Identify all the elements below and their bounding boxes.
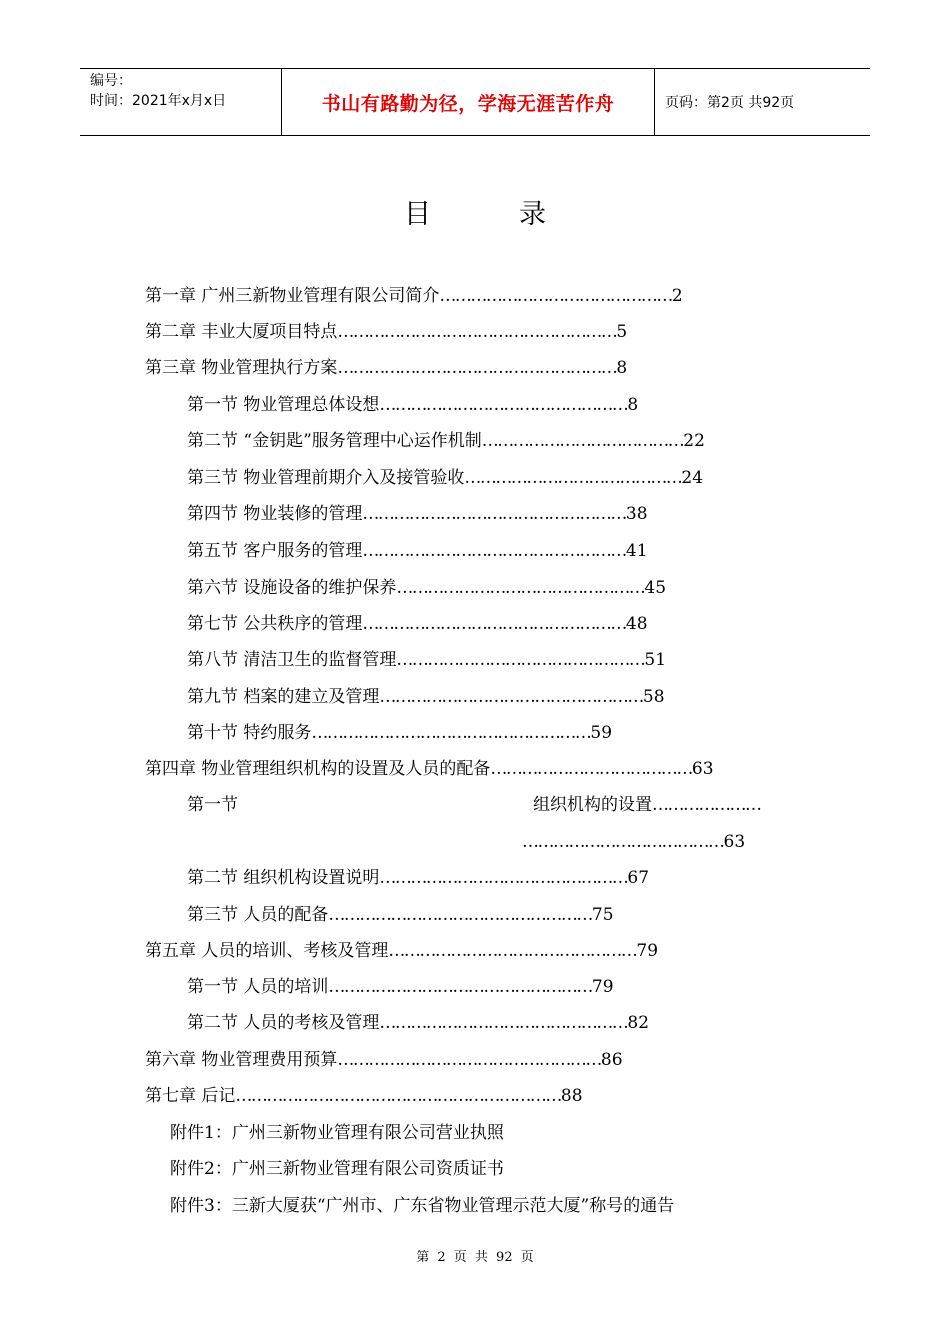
toc-entry-title: 第五节 客户服务的管理 (187, 541, 363, 561)
document-header (80, 68, 870, 136)
toc-entry (145, 756, 714, 782)
toc-entry-title: 第六节 设施设备的维护保养 (187, 578, 397, 598)
toc-entry (533, 792, 761, 818)
toc-page-number: 8 (627, 395, 639, 415)
toc-entry (170, 1193, 674, 1219)
toc-page-number: 63 (691, 759, 714, 779)
toc-leader-dots: …………………………………………… (362, 614, 626, 634)
toc-leader-dots: ………………………………… (522, 832, 724, 852)
toc-page-number: 86 (600, 1050, 623, 1070)
toc-entry-title: 第三节 人员的配备 (187, 905, 329, 925)
toc-entry (187, 720, 612, 746)
toc-entry-title: 第六章 物业管理费用预算 (145, 1050, 338, 1070)
toc-page-number: 48 (625, 614, 648, 634)
toc-entry (187, 465, 703, 491)
toc-entry-title: 第一节 (187, 795, 238, 815)
toc-leader-dots: ………………… (652, 795, 761, 815)
toc-leader-dots: ………………………………… (481, 431, 684, 451)
toc-leader-dots: ……………………………………………………… (235, 1086, 561, 1106)
toc-entry (145, 355, 627, 381)
header-meta (80, 69, 282, 135)
toc-entry (170, 1120, 504, 1146)
toc-entry-title: 第二节 组织机构设置说明 (187, 868, 380, 888)
toc-entry-title: 附件3：三新大厦获“广州市、广东省物业管理示范大厦”称号的通告 (170, 1196, 675, 1216)
toc-page-number: 8 (616, 358, 628, 378)
toc-entry-title: 第一节 人员的培训 (187, 977, 329, 997)
toc-entry (187, 647, 666, 673)
toc-leader-dots: …………………………………………… (379, 687, 643, 707)
toc-entry (522, 829, 745, 855)
toc-page-number: 24 (681, 468, 704, 488)
toc-entry (170, 1156, 504, 1182)
toc-page-number: 2 (671, 286, 683, 306)
toc-leader-dots: ………………………………………… (379, 868, 628, 888)
toc-leader-dots: …………………………………………… (328, 905, 592, 925)
toc-entry (145, 1047, 623, 1073)
toc-entry-title: 第四节 物业装修的管理 (187, 504, 363, 524)
toc-entry-title: 第十节 特约服务 (187, 723, 312, 743)
toc-entry (187, 392, 638, 418)
toc-page-number: 5 (616, 322, 628, 342)
toc-entry-title: 第一节 物业管理总体设想 (187, 395, 380, 415)
toc-entry (187, 575, 666, 601)
toc-entry (187, 902, 614, 928)
toc-leader-dots: ………………………………………… (396, 650, 645, 670)
toc-leader-dots: ……………………………………………… (337, 358, 617, 378)
toc-page-number: 41 (625, 541, 648, 561)
toc-entry (187, 501, 648, 527)
toc-entry-title: 附件2：广州三新物业管理有限公司资质证书 (170, 1159, 504, 1179)
toc-entry (187, 428, 705, 454)
toc-entry (145, 319, 627, 345)
toc-page-number: 82 (627, 1013, 650, 1033)
toc-page-number: 58 (642, 687, 665, 707)
toc-entry-title: 第五章 人员的培训、考核及管理 (145, 941, 389, 961)
toc-title-left: 目 (404, 199, 431, 230)
toc-page-number: 75 (591, 905, 614, 925)
toc-leader-dots: …………………………………………… (362, 504, 626, 524)
toc-entry (187, 684, 665, 710)
toc-page-number: 63 (723, 832, 746, 852)
toc-leader-dots: …………………………………………… (328, 977, 592, 997)
toc-leader-dots: …………………………………………… (337, 1050, 601, 1070)
toc-entry (145, 938, 658, 964)
toc-entry-title: 第一章 广州三新物业管理有限公司简介 (145, 286, 440, 306)
toc-leader-dots: ………………………………… (490, 759, 692, 779)
toc-entry-title: 第四章 物业管理组织机构的设置及人员的配备 (145, 759, 491, 779)
toc-entry-title: 第八节 清洁卫生的监督管理 (187, 650, 397, 670)
toc-leader-dots: ………………………………………… (379, 395, 628, 415)
header-number-label: 编号： (90, 73, 132, 89)
toc-entry-title: 组织机构的设置 (533, 795, 652, 815)
toc-page-number: 22 (683, 431, 705, 451)
toc-page-number: 38 (625, 504, 648, 524)
toc-leader-dots: …………………………………………… (362, 541, 626, 561)
header-page-info: 页码：第2页 共92页 (665, 95, 795, 111)
toc-entry (187, 611, 648, 637)
toc-leader-dots: ……………………………………………… (311, 723, 591, 743)
toc-leader-dots: ………………………………………… (396, 578, 645, 598)
toc-title (0, 192, 950, 231)
toc-entry-title: 第七章 后记 (145, 1086, 236, 1106)
toc-entry (187, 538, 648, 564)
toc-page-number: 45 (644, 578, 667, 598)
toc-leader-dots: ………………………………………… (388, 941, 637, 961)
toc-leader-dots: …………………………………… (464, 468, 682, 488)
toc-entry (145, 283, 683, 309)
toc-entry-title: 第二节 人员的考核及管理 (187, 1013, 380, 1033)
header-time-label: 时间：2021年x月x日 (90, 93, 227, 109)
toc-entry-title: 第二节 “金钥匙”服务管理中心运作机制 (187, 431, 482, 451)
toc-page-number: 79 (591, 977, 614, 997)
toc-page-number: 59 (590, 723, 613, 743)
toc-page-number: 79 (636, 941, 659, 961)
toc-page-number: 88 (560, 1086, 583, 1106)
toc-page-number: 51 (644, 650, 667, 670)
toc-entry (145, 1083, 583, 1109)
toc-leader-dots: ……………………………………… (439, 286, 672, 306)
toc-entry-title: 第三节 物业管理前期介入及接管验收 (187, 468, 465, 488)
toc-title-right: 录 (519, 199, 546, 230)
toc-entry-title: 第九节 档案的建立及管理 (187, 687, 380, 707)
toc-entry (187, 974, 614, 1000)
toc-entry (187, 865, 649, 891)
toc-leader-dots: ……………………………………………… (337, 322, 617, 342)
toc-entry-title: 第七节 公共秩序的管理 (187, 614, 363, 634)
page-footer: 第 2 页 共 92 页 (416, 1250, 534, 1265)
header-motto: 书山有路勤为径，学海无涯苦作舟 (282, 69, 655, 135)
toc-entry (187, 792, 238, 818)
toc-entry (187, 1010, 649, 1036)
toc-page-number: 67 (627, 868, 650, 888)
toc-entry-title: 第二章 丰业大厦项目特点 (145, 322, 338, 342)
toc-entry-title: 附件1：广州三新物业管理有限公司营业执照 (170, 1123, 504, 1143)
toc-leader-dots: ………………………………………… (379, 1013, 628, 1033)
toc-entry-title: 第三章 物业管理执行方案 (145, 358, 338, 378)
